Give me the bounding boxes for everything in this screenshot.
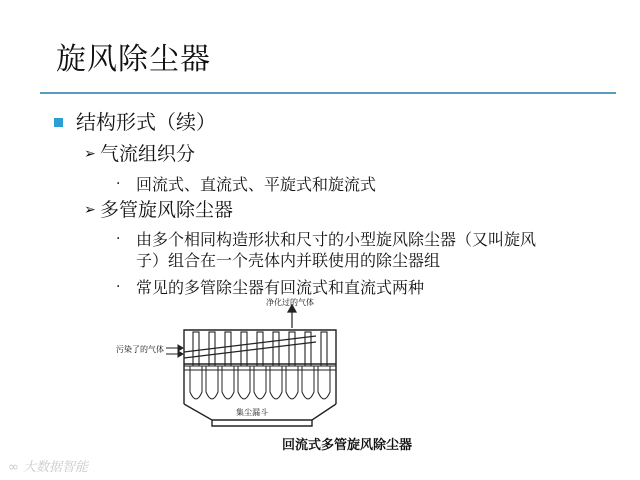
outlet-pipe xyxy=(289,332,295,366)
multitube-cyclone-diagram xyxy=(116,296,436,452)
cyclone-tube xyxy=(206,366,218,399)
outlet-pipe xyxy=(273,332,279,366)
cyclone-tube xyxy=(270,366,282,399)
bullet-structure-form: 结构形式（续） xyxy=(76,110,216,134)
sub-bullet-multitube xyxy=(84,197,233,223)
multitube-desc-cont xyxy=(136,250,440,271)
multitube-desc-line2: 子）组合在一个壳体内并联使用的除尘器组 xyxy=(136,251,441,270)
cyclone-tube xyxy=(286,366,298,399)
square-bullet-icon xyxy=(54,118,63,127)
cyclone-tube xyxy=(238,366,250,399)
watermark xyxy=(8,456,88,475)
title-divider xyxy=(40,92,616,94)
sub-bullet-airflow-label: 气流组织分 xyxy=(100,143,196,165)
cyclone-tubes xyxy=(184,366,336,399)
watermark-text: 大数据智能 xyxy=(22,460,88,475)
arrow-bullet-icon: ➢ xyxy=(84,146,96,162)
dot-bullet-icon: · xyxy=(116,231,121,247)
dot-bullet-icon: · xyxy=(116,176,121,192)
airflow-types-text: 回流式、直流式、平旋式和旋流式 xyxy=(136,175,377,194)
figure-caption: 回流式多管旋风除尘器 xyxy=(282,438,413,453)
cyclone-tube xyxy=(254,366,266,399)
outlet-pipe xyxy=(193,332,199,366)
watermark-logo-icon: ∞ xyxy=(8,460,19,475)
label-inlet: 污染了的气体 xyxy=(116,345,164,354)
arrow-bullet-icon: ➢ xyxy=(84,202,96,218)
outlet-pipe xyxy=(225,332,231,366)
outlet-arrow-icon xyxy=(288,305,296,328)
slide-title: 旋风除尘器 xyxy=(56,42,211,77)
multitube-types-text: 常见的多管除尘器有回流式和直流式两种 xyxy=(136,278,425,297)
sub-bullet-airflow xyxy=(84,141,195,167)
label-hopper: 集尘漏斗 xyxy=(236,408,268,417)
cyclone-tube xyxy=(190,366,202,399)
outlet-pipe xyxy=(241,332,247,366)
cyclone-tube xyxy=(302,366,314,399)
airflow-types-item xyxy=(116,174,377,195)
cyclone-tube xyxy=(222,366,234,399)
multitube-types-item xyxy=(116,277,425,298)
label-outlet: 净化过的气体 xyxy=(266,298,314,307)
inlet-arrow-icon xyxy=(166,345,183,357)
cyclone-tube xyxy=(318,366,330,399)
dot-bullet-icon: · xyxy=(116,279,121,295)
multitube-desc-line1: 由多个相同构造形状和尺寸的小型旋风除尘器（又叫旋风 xyxy=(136,230,537,249)
sub-bullet-multitube-label: 多管旋风除尘器 xyxy=(100,199,234,221)
inlet-plate xyxy=(184,336,316,358)
outlet-pipe xyxy=(321,332,327,366)
multitube-desc-item xyxy=(116,229,537,250)
